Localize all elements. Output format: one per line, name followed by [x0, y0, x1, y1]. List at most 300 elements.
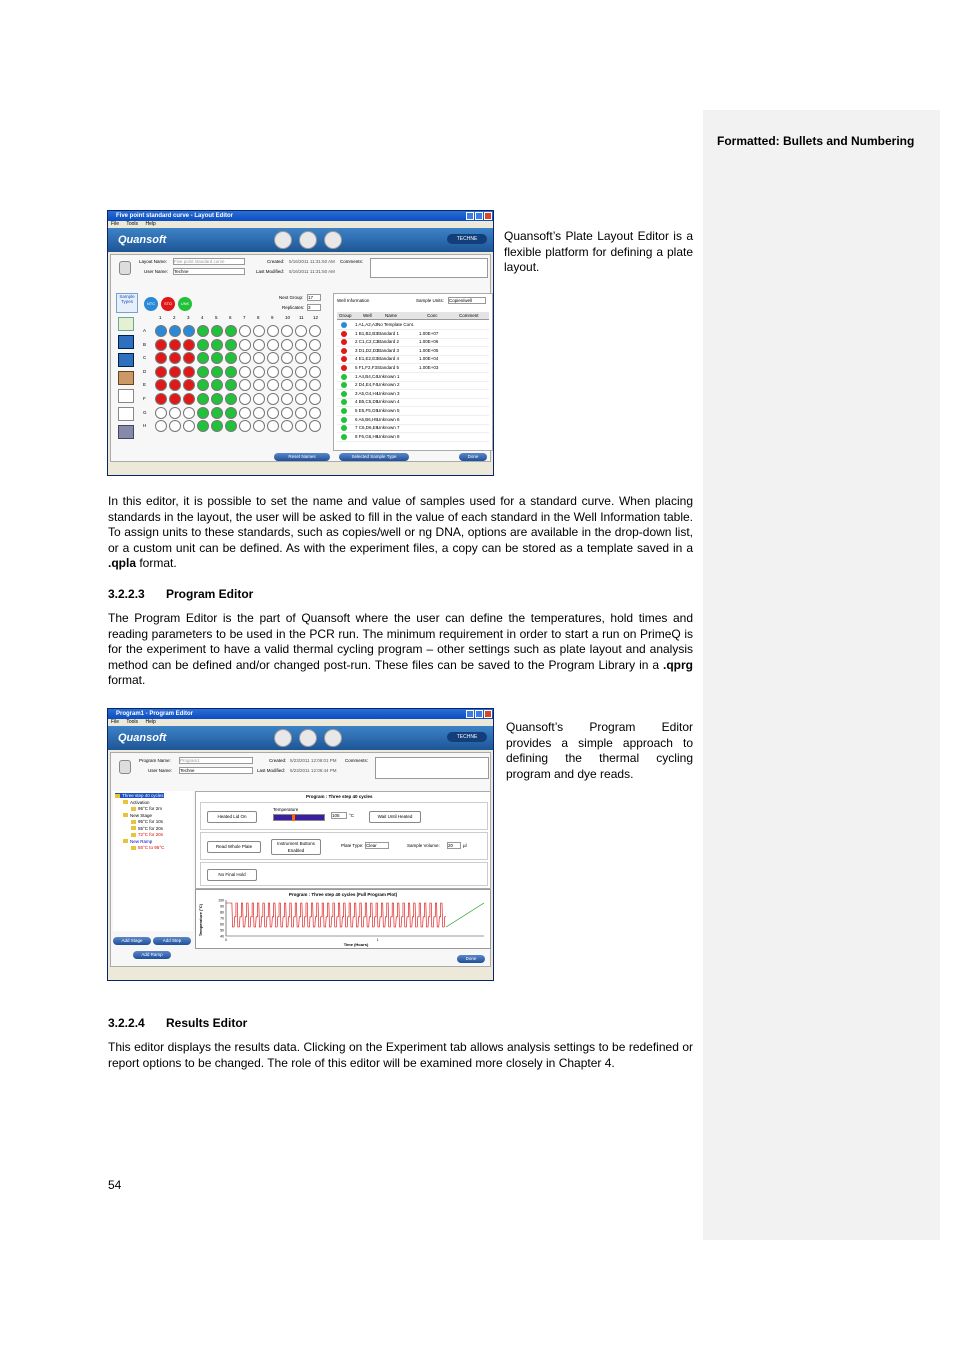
paragraph-results-editor: This editor displays the results data. Clicking on the Experiment tab allows analysis settings to be redefined or report options to be changed. The role of this editor will be examined more closely in Chapter 4. [108, 1040, 693, 1070]
plate-column-label[interactable]: 4 [201, 315, 204, 320]
plate-well[interactable] [155, 379, 167, 391]
plate-well[interactable] [267, 325, 279, 337]
plate-well[interactable] [169, 352, 181, 364]
table-cell: 1.00E+05 [419, 347, 439, 353]
plate-well[interactable] [197, 379, 209, 391]
plate-well[interactable] [267, 393, 279, 405]
open-icon[interactable] [324, 729, 342, 747]
plate-well[interactable] [225, 352, 237, 364]
undo-icon[interactable] [118, 407, 134, 421]
close-icon[interactable] [484, 212, 492, 220]
group-color-icon [341, 425, 347, 431]
folder-icon [123, 800, 128, 804]
plate-well[interactable] [253, 325, 265, 337]
plate-well[interactable] [309, 339, 321, 351]
techne-logo: TECHNE [447, 234, 487, 244]
plate-well[interactable] [267, 339, 279, 351]
table-cell: Standard 4 [377, 356, 400, 362]
add-ramp-button[interactable]: Add Ramp [133, 951, 171, 959]
plate-well[interactable] [169, 325, 181, 337]
group-color-icon [341, 374, 347, 380]
well-table-column-header[interactable]: Well [363, 313, 372, 318]
plate-well[interactable] [211, 325, 223, 337]
tree-item[interactable] [123, 813, 152, 818]
plate-well[interactable] [183, 352, 195, 364]
table-cell: 8 F6,G6,H6 [355, 433, 379, 439]
done-button[interactable]: Done [457, 955, 485, 963]
std-button[interactable]: STD [161, 297, 175, 311]
group-color-icon [341, 331, 347, 337]
layout-editor-title-bar [108, 211, 493, 221]
heading-program-editor: 3.2.2.3 Program Editor [108, 587, 254, 601]
user-name-input[interactable]: Techne [179, 767, 253, 774]
menu-tools[interactable]: Tools [126, 221, 139, 227]
plate-well[interactable] [281, 407, 293, 419]
plate-well[interactable] [197, 407, 209, 419]
well-table-column-header[interactable]: Group [339, 313, 352, 318]
group-color-icon [341, 322, 347, 328]
created-label: Created: [269, 758, 287, 763]
heated-lid-on-button[interactable]: Heated Lid On [207, 811, 257, 823]
temperature-label: Temperature [273, 807, 299, 812]
sample-volume-input[interactable]: 20 [447, 842, 461, 849]
table-cell: Unknown 3 [377, 390, 400, 396]
ntc-button[interactable]: NTC [144, 297, 158, 311]
reset-names-button[interactable]: Reset Names [274, 453, 330, 461]
plate-well[interactable] [281, 379, 293, 391]
plate-well[interactable] [309, 352, 321, 364]
replicates-label: Replicates: [282, 305, 305, 310]
plate-well[interactable] [295, 325, 307, 337]
plate-well[interactable] [253, 407, 265, 419]
page-number: 54 [108, 1178, 122, 1192]
plate-well[interactable] [267, 352, 279, 364]
plate-well[interactable] [281, 339, 293, 351]
plate-well[interactable] [169, 366, 181, 378]
plate-column-label[interactable]: 6 [229, 315, 232, 320]
program-name-label: Program Name: [139, 758, 171, 763]
replicates-input[interactable]: 3 [307, 304, 321, 311]
folder-icon [131, 807, 136, 811]
quansoft-logo: Quansoft [118, 234, 167, 246]
temperature-slider[interactable] [273, 814, 325, 821]
plate-well[interactable] [155, 407, 167, 419]
plate-column-label[interactable]: 9 [271, 315, 274, 320]
plate-well[interactable] [211, 339, 223, 351]
plate-well[interactable] [281, 366, 293, 378]
print-icon[interactable] [274, 729, 292, 747]
plate-well[interactable] [169, 339, 181, 351]
group-color-icon [341, 348, 347, 354]
group-color-icon [341, 365, 347, 371]
plate-well[interactable] [197, 352, 209, 364]
program-editor-banner [108, 726, 493, 750]
plate-well[interactable] [197, 420, 209, 432]
well-table-column-header[interactable]: Name [385, 313, 398, 318]
tree-item-label: New Ramp [130, 838, 153, 844]
plate-column-label[interactable]: 12 [313, 315, 319, 320]
sample-volume-label: Sample Volume: [407, 843, 440, 848]
well-table-column-header[interactable]: Comment [459, 313, 479, 318]
folder-icon [115, 794, 120, 798]
plate-well[interactable] [267, 366, 279, 378]
tree-item-label: New Stage [130, 812, 153, 818]
plate-type-label: Plate Type: [341, 843, 364, 848]
plate-well[interactable] [183, 393, 195, 405]
wizard-icon[interactable] [118, 425, 134, 439]
plate-well[interactable] [183, 339, 195, 351]
comments-input[interactable] [375, 757, 489, 779]
plate-well[interactable] [309, 407, 321, 419]
eraser-icon[interactable] [118, 371, 134, 385]
layout-editor-caption: Quansoft’s Plate Layout Editor is a flexible platform for defining a plate layout. [504, 229, 693, 275]
table-cell: 1.00E+06 [419, 339, 439, 345]
tree-item[interactable] [131, 819, 163, 824]
tree-item-label: 95°C for 10s [138, 819, 164, 824]
tree-item[interactable] [123, 839, 152, 844]
user-name-label: User Name: [144, 269, 169, 274]
table-cell: Standard 5 [377, 365, 400, 370]
plate-well[interactable] [155, 366, 167, 378]
comments-input[interactable] [370, 258, 488, 278]
plate-well[interactable] [309, 325, 321, 337]
group-color-icon [341, 391, 347, 397]
paragraph-layout-editor: In this editor, it is possible to set the name and value of samples used for a standard curve. When placing standards in the layout, the user will be asked to fill in the value of each standard in the Well Information table. To assign units to these standards, such as copies/well or ng DNA, options are available in the drop-down list, or a custom unit can be defined. As with the experiment files, a copy can be stored as a template saved in a .qpla format. [108, 494, 693, 571]
plate-well[interactable] [225, 379, 237, 391]
y-tick-label: 80 [220, 910, 224, 915]
menu-help[interactable]: Help [145, 719, 156, 725]
plate-column-label[interactable]: 10 [285, 315, 291, 320]
plate-well[interactable] [295, 393, 307, 405]
plate-column-label[interactable]: 3 [187, 315, 190, 320]
plate-well[interactable] [295, 420, 307, 432]
table-cell: Unknown 1 [377, 373, 400, 379]
table-cell: 1.00E+03 [419, 365, 439, 370]
layout-name-input[interactable]: Five point standard curve [173, 258, 245, 265]
plate-well[interactable] [225, 420, 237, 432]
sample-types-button[interactable]: Sample Types [116, 293, 138, 313]
plate-column-label[interactable]: 7 [243, 315, 246, 320]
folder-icon [131, 826, 136, 830]
lock-icon [119, 760, 131, 774]
plate-well[interactable] [309, 420, 321, 432]
program-name-input[interactable]: Program1 [179, 757, 253, 764]
plate-well[interactable] [211, 352, 223, 364]
plate-well[interactable] [295, 379, 307, 391]
plate-well[interactable] [239, 407, 251, 419]
plate-column-label[interactable]: 8 [257, 315, 260, 320]
maximize-icon[interactable] [475, 212, 483, 220]
table-cell: Standard 1 [377, 330, 400, 336]
menu-file[interactable]: File [111, 221, 120, 227]
fill-icon[interactable] [118, 317, 134, 331]
plate-well[interactable] [169, 393, 181, 405]
plate-well[interactable] [253, 339, 265, 351]
y-tick-label: 60 [220, 922, 224, 927]
program-plot-panel [195, 889, 491, 949]
plate-column-label[interactable]: 11 [299, 315, 304, 320]
plate-row-label[interactable]: D [143, 368, 147, 374]
plate-row-label[interactable]: F [143, 396, 146, 401]
well-table-column-header[interactable]: Conc [427, 313, 438, 318]
close-icon[interactable] [484, 710, 492, 718]
table-cell: 1 A1,A2,A3 [355, 322, 378, 327]
plate-well[interactable] [295, 339, 307, 351]
plate-row-label[interactable]: H [143, 423, 147, 429]
table-cell: 2 D4,E4,F4 [355, 382, 378, 388]
plate-well[interactable] [309, 393, 321, 405]
table-cell: 5 E5,F5,G5 [355, 408, 379, 413]
group-color-icon [341, 408, 347, 414]
minimize-icon[interactable] [466, 212, 474, 220]
unk-button[interactable]: UNK [178, 297, 192, 311]
table-cell: Standard 3 [377, 347, 400, 353]
add-stage-button[interactable]: Add Stage [113, 937, 151, 945]
save-icon[interactable] [299, 729, 317, 747]
sample-units-label: Sample Units: [416, 298, 445, 303]
plate-well[interactable] [197, 393, 209, 405]
plate-well[interactable] [295, 352, 307, 364]
read-whole-plate-button[interactable]: Read Whole Plate [207, 841, 261, 853]
y-tick-label: 100 [218, 898, 224, 903]
tree-item[interactable] [131, 826, 163, 831]
plate-well[interactable] [239, 420, 251, 432]
plate-type-select[interactable]: Clear [365, 842, 389, 849]
y-tick-label: 40 [220, 934, 224, 939]
plate-well[interactable] [155, 325, 167, 337]
plate-well[interactable] [239, 366, 251, 378]
next-group-label: Next Group: [279, 295, 304, 300]
page-icon[interactable] [118, 389, 134, 403]
layout-editor-window [107, 210, 494, 476]
plate-well[interactable] [169, 407, 181, 419]
plate-well[interactable] [225, 325, 237, 337]
y-tick-label: 90 [220, 904, 224, 909]
save-icon[interactable] [299, 231, 317, 249]
table-cell: Standard 2 [377, 339, 400, 345]
plate-well[interactable] [183, 420, 195, 432]
plate-well[interactable] [253, 393, 265, 405]
tree-item[interactable] [131, 806, 162, 811]
menu-help[interactable]: Help [145, 221, 156, 227]
plate-well[interactable] [253, 420, 265, 432]
plate-well[interactable] [267, 420, 279, 432]
comments-label: Comments: [345, 758, 369, 763]
plate-column-label[interactable]: 2 [173, 315, 176, 320]
tree-item[interactable] [131, 832, 163, 837]
lock-icon [119, 261, 131, 275]
table-row[interactable] [337, 433, 489, 442]
created-value: 5/23/2011 12:06:01 PM [290, 758, 337, 763]
grid-icon[interactable] [118, 335, 134, 349]
program-editor-caption: Quansoft’s Program Editor provides a simple approach to defining the thermal cycling program and dye reads. [506, 720, 693, 781]
plate-well[interactable] [309, 379, 321, 391]
plate-well[interactable] [211, 393, 223, 405]
plate-well[interactable] [197, 325, 209, 337]
instrument-buttons-enabled-button[interactable]: Instrument Buttons Enabled [271, 839, 321, 855]
plate-well[interactable] [225, 339, 237, 351]
layout-name-label: Layout Name: [139, 259, 168, 264]
plate-well[interactable] [225, 393, 237, 405]
table-cell: 3 D1,D2,D3 [355, 347, 379, 353]
done-button[interactable]: Done [459, 453, 487, 461]
cycling-series-line [226, 903, 446, 927]
modified-label: Last Modified: [256, 269, 285, 274]
sidebar-title: Formatted: Bullets and Numbering [717, 134, 915, 148]
program-editor-body [110, 752, 491, 967]
tree-item-label: 55°C for 20s [138, 825, 164, 831]
plate-well[interactable] [197, 366, 209, 378]
tree-item-label: 72°C for 20s [138, 832, 164, 837]
table-cell: 3 A5,G4,H4 [355, 390, 379, 396]
plate-row-label[interactable]: A [143, 328, 147, 333]
tree-item-label: 95°C for 2m [138, 806, 163, 811]
plate-well[interactable] [211, 366, 223, 378]
table-cell: 1.00E+07 [419, 330, 439, 336]
modified-value: 5/23/2011 12:06:44 PM [290, 768, 337, 773]
plate-well[interactable] [239, 352, 251, 364]
plate-well[interactable] [239, 393, 251, 405]
temperature-input[interactable]: 105 [331, 812, 347, 819]
selected-sample-type-button[interactable]: Selected Sample Type [339, 453, 409, 461]
print-icon[interactable] [274, 231, 292, 249]
plot-y-label: Temperature (°C) [198, 903, 203, 937]
plate-well[interactable] [169, 420, 181, 432]
plate-well[interactable] [155, 339, 167, 351]
plate-well[interactable] [239, 379, 251, 391]
plate-well[interactable] [155, 352, 167, 364]
plate-well[interactable] [295, 407, 307, 419]
table-cell: Unknown 8 [377, 433, 400, 439]
plate-well[interactable] [281, 352, 293, 364]
plate-well[interactable] [183, 379, 195, 391]
layout-toolbar [116, 293, 138, 453]
tree-item[interactable] [115, 793, 164, 798]
table-cell: No Template Cont. [377, 322, 415, 327]
program-settings-panel [195, 791, 491, 889]
plate-well[interactable] [239, 325, 251, 337]
temperature-unit: °C [349, 813, 355, 818]
layout-editor-title: Five point standard curve - Layout Editor [116, 213, 234, 219]
table-cell: 1.00E+04 [419, 356, 439, 362]
plate-well[interactable] [309, 366, 321, 378]
table-cell: 2 C1,C2,C3 [355, 339, 379, 345]
table-cell: 6 A6,B6,H5 [355, 416, 378, 422]
plate-well[interactable] [239, 339, 251, 351]
plate-well[interactable] [267, 379, 279, 391]
tree-item[interactable] [131, 845, 164, 850]
plate-well[interactable] [155, 420, 167, 432]
heading-results-editor: 3.2.2.4 Results Editor [108, 1016, 248, 1030]
plate-well[interactable] [211, 420, 223, 432]
plate-well[interactable] [169, 379, 181, 391]
plate-well[interactable] [211, 407, 223, 419]
final-hold-group [200, 862, 488, 886]
program-title: Program : Three step 40 cycles [306, 794, 373, 799]
plate-well[interactable] [253, 366, 265, 378]
table-cell: Unknown 6 [377, 416, 400, 422]
x-tick-label: 1 [376, 938, 379, 942]
comment-sidebar [703, 110, 940, 1240]
well-information-panel [333, 293, 493, 451]
plate-well[interactable] [253, 352, 265, 364]
program-editor-menu [108, 719, 493, 726]
table-cell: 4 B5,C5,D5 [355, 399, 379, 405]
y-tick-label: 70 [220, 916, 224, 921]
heated-lid-group [200, 802, 488, 830]
slider-handle-icon[interactable] [292, 814, 295, 821]
wait-until-heated-button[interactable]: Wait Until Heated [369, 811, 421, 823]
layout-editor-banner [108, 228, 493, 252]
plate-well[interactable] [183, 407, 195, 419]
plate-well[interactable] [225, 366, 237, 378]
open-icon[interactable] [324, 231, 342, 249]
plate-well[interactable] [197, 339, 209, 351]
folder-icon [131, 833, 136, 837]
program-editor-title: Program1 - Program Editor [116, 711, 194, 717]
program-editor-title-bar [108, 709, 493, 719]
plate-row-label[interactable]: E [143, 382, 147, 388]
plate-well[interactable] [225, 407, 237, 419]
folder-icon [123, 839, 128, 843]
minimize-icon[interactable] [466, 710, 474, 718]
techne-logo: TECHNE [447, 732, 487, 742]
plate-well[interactable] [211, 379, 223, 391]
group-color-icon [341, 399, 347, 405]
sample-units-select[interactable]: Copies/well [448, 297, 486, 304]
tree-item[interactable] [123, 800, 150, 805]
group-color-icon [341, 382, 347, 388]
plate-well[interactable] [183, 366, 195, 378]
menu-tools[interactable]: Tools [126, 719, 139, 725]
table-cell: 1 B1,B2,B3 [355, 330, 378, 336]
melt-ramp-series-line [446, 903, 484, 927]
no-final-hold-button[interactable]: No Final Hold [207, 869, 257, 881]
plate-row-label[interactable]: C [143, 355, 147, 361]
plate-well[interactable] [253, 379, 265, 391]
plate-grid [141, 315, 331, 460]
plate-well[interactable] [155, 393, 167, 405]
columns-icon[interactable] [118, 353, 134, 367]
table-cell: 1 A4,B4,C4 [355, 373, 378, 379]
plate-well[interactable] [183, 325, 195, 337]
plate-row-label[interactable]: G [143, 409, 147, 415]
plate-row-label[interactable]: B [143, 341, 147, 347]
plate-column-label[interactable]: 5 [215, 315, 218, 320]
folder-icon [131, 820, 136, 824]
plate-well[interactable] [295, 366, 307, 378]
next-group-input[interactable]: 17 [307, 294, 321, 301]
well-table-header [337, 312, 489, 320]
add-step-button[interactable]: Add Step [153, 937, 191, 945]
menu-file[interactable]: File [111, 719, 120, 725]
maximize-icon[interactable] [475, 710, 483, 718]
plate-well[interactable] [281, 325, 293, 337]
plate-well[interactable] [281, 420, 293, 432]
table-cell: Unknown 5 [377, 408, 400, 413]
plate-well[interactable] [281, 393, 293, 405]
modified-value: 5/16/2011 11:31:50 AM [289, 269, 335, 274]
plate-column-label[interactable]: 1 [159, 315, 162, 320]
user-name-input[interactable]: Techne [173, 268, 245, 275]
group-color-icon [341, 417, 347, 423]
paragraph-program-editor: The Program Editor is the part of Quansoft where the user can define the temperatures, hold times and reading parameters to be used in the PCR run. The minimum requirement in order to start a run on PrimeQ is for the experiment to have a valid thermal cycling program – other settings such as plate layout and analysis method can be defined and/or changed post-run. These files can be saved to the Program Library in a .qprg format. [108, 611, 693, 688]
user-name-label: User Name: [148, 768, 173, 773]
created-value: 5/16/2011 11:31:50 AM [289, 259, 335, 264]
plate-well[interactable] [267, 407, 279, 419]
program-tree [113, 791, 193, 931]
y-tick-label: 50 [220, 928, 224, 933]
